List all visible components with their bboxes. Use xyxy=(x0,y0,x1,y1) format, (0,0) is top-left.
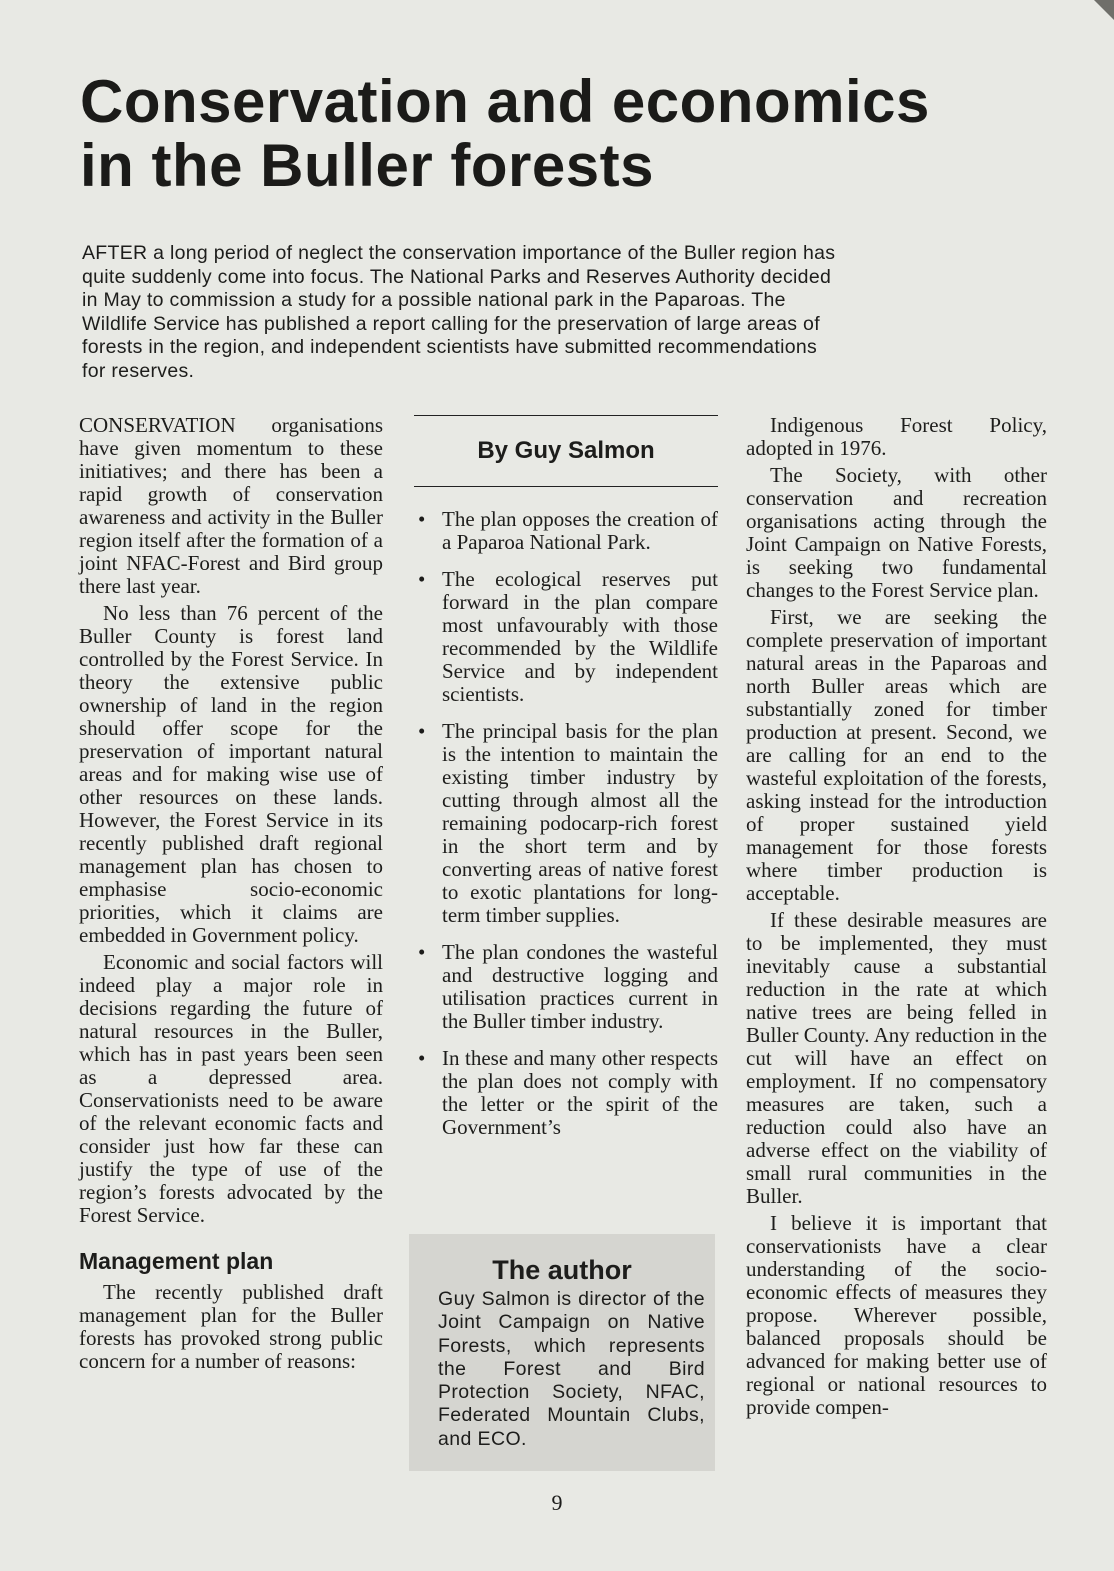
byline-box xyxy=(414,415,718,487)
list-item-text: The ecological reserves put forward in the plan compare most unfavourably with those recommended by the Wildlife Service and by independent scientists. xyxy=(442,567,718,706)
list-item-text: The principal basis for the plan is the intention to maintain the existing timber industry by cutting through almost all the remaining podocarp-rich forest in the short term and by converting areas of native forest to exotic plantations for long-term timber supplies. xyxy=(442,719,718,927)
article-intro: AFTER a long period of neglect the conservation importance of the Buller region has quite suddenly come into focus. The National Parks and Reserves Authority decided in May to commission a study for a possible national park in the Paparoas. The Wildlife Service has published a report calling for the preservation of large areas of forests in the region, and independent scientists have submitted recommendations for reserves. xyxy=(82,242,836,382)
author-box-text: Guy Salmon is director of the Joint Campaign on Native Forests, which represents the Forest and Bird Protection Society, NFAC, Federated Mountain Clubs, and ECO. xyxy=(438,1288,705,1450)
column1-paragraph-1: CONSERVATION organisations have given momentum to these initiatives; and there has been a rapid growth of conservation awareness and activity in the Buller region itself after the formation of a joint NFAC-Forest and Bird group there last year. xyxy=(79,413,383,598)
column3-paragraph-1: Indigenous Forest Policy, adopted in 1976. xyxy=(746,413,1047,460)
title-line-1: Conservation and economics xyxy=(80,68,930,135)
column3-paragraph-4: If these desirable measures are to be implemented, they must inevitably cause a substantial reduction in the rate at which native trees are being felled in Buller County. Any reduction in the cut will have an effect on employment. If no compensatory measures are taken, such a reduction could also have an adverse effect on the viability of small rural communities in the Buller. xyxy=(746,908,1047,1208)
list-item-text: The plan opposes the creation of a Paparoa National Park. xyxy=(442,507,718,554)
list-item-text: The plan condones the wasteful and destructive logging and utilisation practices current in the Buller timber industry. xyxy=(442,940,718,1033)
list-item-text: In these and many other respects the plan does not comply with the letter or the spirit of the Government’s xyxy=(442,1046,718,1139)
title-line-2: in the Buller forests xyxy=(80,132,654,199)
author-box-title: The author xyxy=(492,1255,632,1285)
article-title xyxy=(80,70,1060,198)
column1-paragraph-3: Economic and social factors will indeed play a major role in decisions regarding the future of natural resources in the Buller, which has in past years been seen as a depressed area. Conservationists need to be aware of the relevant economic facts and consider just how far these can justify the type of use of the region’s forests advocated by the Forest Service. xyxy=(79,950,383,1227)
column3-paragraph-3: First, we are seeking the complete preservation of important natural areas in the Paparoas and north Buller areas which are substantially zoned for timber production at present. Second, we are calling for an end to the wasteful exploitation of the forests, asking instead for the introduction of proper sustained yield management for those forests where timber production is acceptable. xyxy=(746,605,1047,905)
column3-paragraph-5: I believe it is important that conservationists have a clear understanding of the socio-economic effects of measures they propose. Wherever possible, balanced proposals should be advanced for making better use of regional or national resources to provide compen- xyxy=(746,1211,1047,1419)
column1-paragraph-4: The recently published draft management plan for the Buller forests has provoked strong public concern for a number of reasons: xyxy=(79,1280,383,1373)
page-corner-fold xyxy=(1094,0,1114,20)
bullet-icon: • xyxy=(418,507,426,531)
list-item xyxy=(414,508,718,554)
list-item xyxy=(414,1047,718,1139)
column-right xyxy=(746,414,1047,1423)
bullet-icon: • xyxy=(418,940,426,964)
bullet-icon: • xyxy=(418,719,426,743)
list-item xyxy=(414,568,718,706)
page-number: 9 xyxy=(551,1490,563,1515)
plan-concerns-list xyxy=(414,508,718,1153)
list-item xyxy=(414,941,718,1033)
bullet-icon: • xyxy=(418,567,426,591)
column-left xyxy=(79,414,383,1377)
column3-paragraph-2: The Society, with other conservation and recreation organisations acting through the Joint Campaign on Native Forests, is seeking two fundamental changes to the Forest Service plan. xyxy=(746,463,1047,602)
column1-paragraph-2: No less than 76 percent of the Buller County is forest land controlled by the Forest Service. In theory the extensive public ownership of land in the region should offer scope for the preservation of important natural areas and for making wise use of other resources on these lands. However, the Forest Service in its recently published draft regional management plan has chosen to emphasise socio-economic priorities, which it claims are embedded in Government policy. xyxy=(79,601,383,947)
author-box xyxy=(409,1234,715,1471)
management-plan-subheading: Management plan xyxy=(79,1248,274,1274)
byline: By Guy Salmon xyxy=(477,437,655,464)
bullet-icon: • xyxy=(418,1046,426,1070)
list-item xyxy=(414,720,718,927)
